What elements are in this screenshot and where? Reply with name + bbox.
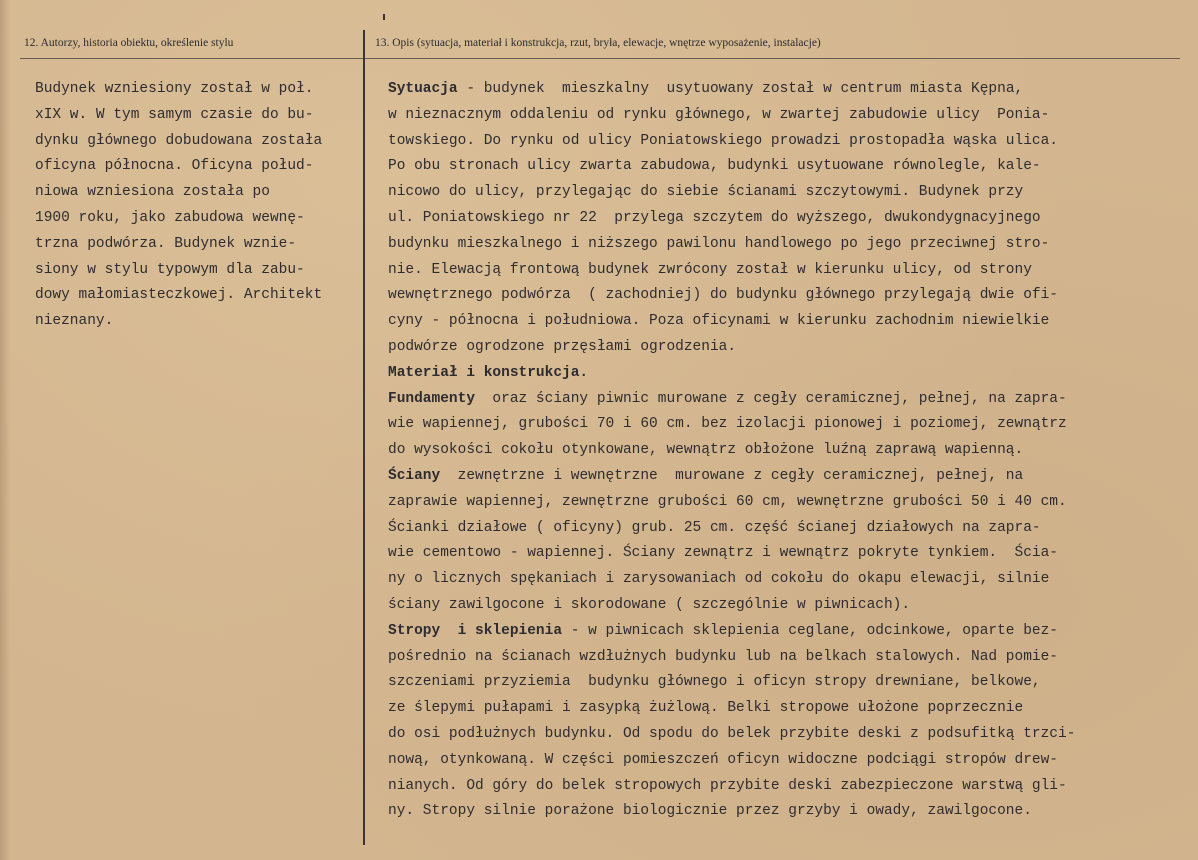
page-edge-shadow bbox=[0, 0, 10, 860]
text-line: oficyna północna. Oficyna połud- bbox=[35, 158, 314, 175]
text-line bbox=[388, 696, 1188, 722]
line-text: ze ślepymi pułapami i zasypką żużlową. Belki stropowe ułożone poprzecznie bbox=[388, 700, 1024, 717]
text-line bbox=[388, 335, 1188, 361]
header-divider bbox=[20, 58, 1180, 59]
text-line bbox=[388, 464, 1188, 490]
line-text: nie. Elewacją frontową budynek zwrócony został w kierunku ulicy, od strony bbox=[388, 261, 1032, 278]
line-text: nicowo do ulicy, przylegając do siebie ścianami szczytowymi. Budynek przy bbox=[388, 184, 1024, 201]
text-line bbox=[388, 180, 1188, 206]
text-line: siony w stylu typowym dla zabu- bbox=[35, 261, 305, 278]
text-line: Budynek wzniesiony został w poł. bbox=[35, 81, 314, 97]
text-line bbox=[388, 412, 1188, 438]
text-line bbox=[388, 619, 1188, 645]
text-line bbox=[388, 258, 1188, 284]
text-line: trzna podwórza. Budynek wznie- bbox=[35, 235, 297, 252]
text-line bbox=[388, 490, 1188, 516]
line-text: nianych. Od góry do belek stropowych przybite deski zabezpieczone warstwą gli- bbox=[388, 777, 1067, 794]
line-text: zaprawie wapiennej, zewnętrzne grubości 60 cm, wewnętrzne grubości 50 i 40 cm. bbox=[388, 493, 1067, 510]
text-line bbox=[388, 154, 1188, 180]
section-keyword: Ściany bbox=[388, 467, 441, 484]
line-text: Po obu stronach ulicy zwarta zabudowa, budynki usytuowane równolegle, kale- bbox=[388, 158, 1041, 175]
text-line bbox=[388, 206, 1188, 232]
text-line bbox=[388, 541, 1188, 567]
line-text: ny. Stropy silnie porażone biologicznie przez grzyby i owady, zawilgocone. bbox=[388, 803, 1032, 820]
text-line: niowa wzniesiona została po bbox=[35, 184, 270, 201]
text-line bbox=[388, 645, 1188, 671]
line-text: oraz ściany piwnic murowane z cegły ceramicznej, pełnej, na zapra- bbox=[475, 390, 1067, 407]
line-text: Ścianki działowe ( oficyny) grub. 25 cm. część ścianej działowych na zapra- bbox=[388, 519, 1041, 536]
text-line bbox=[388, 438, 1188, 464]
text-line: dowy małomiasteczkowej. Architekt bbox=[35, 287, 323, 304]
line-text: ny o licznych spękaniach i zarysowaniach od cokołu do okapu elewacji, silnie bbox=[388, 571, 1050, 588]
text-line bbox=[388, 567, 1188, 593]
text-line bbox=[388, 129, 1188, 155]
section-keyword: Sytuacja bbox=[388, 81, 458, 97]
section-13-label: 13. Opis (sytuacja, materiał i konstrukcja, rzut, bryła, elewacje, wnętrze wyposażenie, instalacje) bbox=[375, 37, 821, 49]
section-12-label: 12. Autorzy, historia obiektu, określenie stylu bbox=[24, 37, 234, 49]
authors-history-text bbox=[35, 77, 360, 335]
text-line: xIX w. W tym samym czasie do bu- bbox=[35, 106, 314, 123]
text-line bbox=[388, 309, 1188, 335]
section-keyword: Fundamenty bbox=[388, 390, 476, 407]
line-text: budynku mieszkalnego i niższego pawilonu handlowego po jego przeciwnej stro- bbox=[388, 235, 1050, 252]
line-text: podwórze ogrodzone przęsłami ogrodzenia. bbox=[388, 338, 737, 355]
text-line bbox=[388, 77, 1188, 103]
text-line bbox=[388, 232, 1188, 258]
text-line bbox=[388, 722, 1188, 748]
text-line bbox=[388, 799, 1188, 825]
text-line bbox=[388, 670, 1188, 696]
text-line: 1900 roku, jako zabudowa wewnę- bbox=[35, 209, 305, 226]
line-text: towskiego. Do rynku od ulicy Poniatowskiego prowadzi prostopadła wąska ulica. bbox=[388, 132, 1059, 149]
line-text: wie wapiennej, grubości 70 i 60 cm. bez izolacji pionowej i poziomej, zewnątrz bbox=[388, 416, 1067, 433]
text-line bbox=[388, 516, 1188, 542]
section-header-row bbox=[0, 28, 1198, 58]
text-line: nieznany. bbox=[35, 313, 114, 330]
text-line: dynku głównego dobudowana została bbox=[35, 132, 323, 149]
text-line bbox=[388, 593, 1188, 619]
section-keyword: Stropy i sklepienia bbox=[388, 622, 563, 639]
line-text: ul. Poniatowskiego nr 22 przylega szczytem do wyższego, dwukondygnacyjnego bbox=[388, 209, 1041, 226]
line-text: cyny - północna i południowa. Poza oficynami w kierunku zachodnim niewielkie bbox=[388, 313, 1050, 330]
line-text: szczeniami przyziemia budynku głównego i oficyn stropy drewniane, belkowe, bbox=[388, 674, 1041, 691]
line-text: nową, otynkowaną. W części pomieszczeń oficyn widoczne podciągi stropów drew- bbox=[388, 751, 1059, 768]
line-text: wie cementowo - wapiennej. Ściany zewnątrz i wewnątrz pokryte tynkiem. Ścia- bbox=[388, 545, 1059, 562]
line-text: w nieznacznym oddaleniu od rynku głównego, w zwartej zabudowie ulicy Ponia- bbox=[388, 106, 1050, 123]
line-text: do wysokości cokołu otynkowane, wewnątrz obłożone luźną zaprawą wapienną. bbox=[388, 442, 1024, 459]
line-text: ściany zawilgocone i skorodowane ( szczególnie w piwnicach). bbox=[388, 596, 911, 613]
line-text: wewnętrznego podwórza ( zachodniej) do budynku głównego przylegają dwie ofi- bbox=[388, 287, 1059, 304]
section-keyword: Materiał i konstrukcja. bbox=[388, 364, 589, 381]
line-text: - budynek mieszkalny usytuowany został w centrum miasta Kępna, bbox=[457, 81, 1024, 97]
text-line bbox=[388, 748, 1188, 774]
ink-mark bbox=[383, 14, 385, 20]
text-line bbox=[388, 387, 1188, 413]
line-text: zewnętrzne i wewnętrzne murowane z cegły ceramicznej, pełnej, na bbox=[440, 467, 1024, 484]
text-line bbox=[388, 774, 1188, 800]
text-line bbox=[388, 103, 1188, 129]
text-line bbox=[388, 361, 1188, 387]
text-line bbox=[388, 283, 1188, 309]
line-text: do osi podłużnych budynku. Od spodu do belek przybite deski z podsufitką trzci- bbox=[388, 725, 1076, 742]
line-text: pośrednio na ścianach wzdłużnych budynku lub na belkach stalowych. Nad pomie- bbox=[388, 648, 1059, 665]
column-divider bbox=[363, 30, 365, 845]
description-text bbox=[388, 77, 1188, 825]
line-text: - w piwnicach sklepienia ceglane, odcinkowe, oparte bez- bbox=[562, 622, 1059, 639]
